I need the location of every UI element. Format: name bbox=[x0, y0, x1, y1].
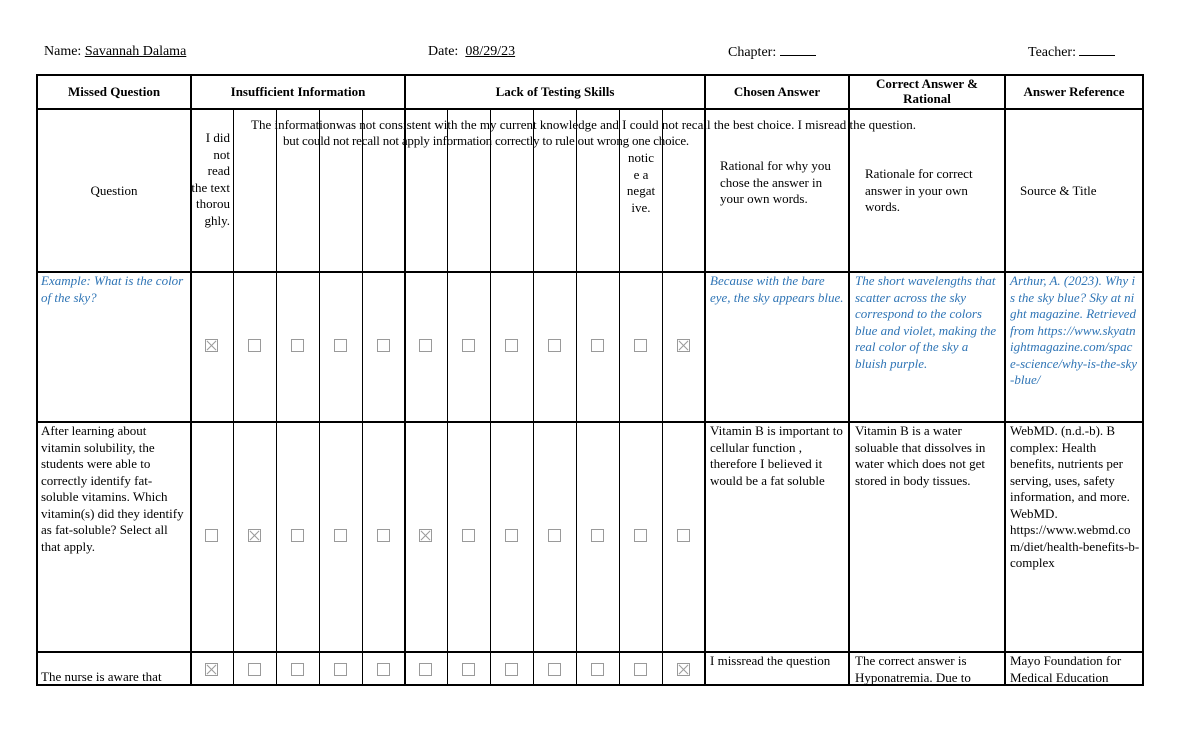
checkbox-unchecked[interactable] bbox=[548, 663, 561, 676]
chapter-blank[interactable] bbox=[780, 44, 816, 56]
teacher-blank[interactable] bbox=[1079, 44, 1115, 56]
checkbox-checked[interactable] bbox=[677, 339, 690, 352]
subheader-line: the text bbox=[191, 179, 230, 195]
row-vitamin-question: After learning about vitamin solubility, the students were able to correctly identify fat-soluble vitamins. Which vitamin(s) did they identify as fat-soluble? Select all that apply. bbox=[41, 423, 184, 554]
checkbox-checked[interactable] bbox=[205, 339, 218, 352]
checkbox-unchecked[interactable] bbox=[419, 663, 432, 676]
checkbox-unchecked[interactable] bbox=[634, 663, 647, 676]
subheader-line: e a bbox=[633, 166, 649, 182]
checkbox-unchecked[interactable] bbox=[291, 529, 304, 542]
subcol-divider bbox=[619, 109, 620, 686]
date-field bbox=[428, 44, 515, 60]
table-border-left bbox=[36, 74, 38, 686]
name-field bbox=[44, 44, 186, 60]
subheader-line: ive. bbox=[631, 199, 651, 215]
row-vitamin-correct: Vitamin B is a water soluable that dissolves in water which does not get stored in body tissues. bbox=[855, 423, 986, 488]
subheader-source-title: Source & Title bbox=[1020, 183, 1097, 198]
checkbox-unchecked[interactable] bbox=[462, 529, 475, 542]
col-divider bbox=[404, 74, 406, 686]
checkbox-unchecked[interactable] bbox=[548, 529, 561, 542]
subheader-line: negat bbox=[626, 183, 656, 198]
subheader-chosen-rationale: Rational for why you chose the answer in your own words. bbox=[720, 158, 831, 206]
subheader-line: notic bbox=[628, 150, 654, 165]
row-vitamin-reference: WebMD. (n.d.-b). B complex: Health benefits, nutrients per serving, uses, safety information, and more. WebMD. https://www.webmd.com/diet/health-benefits-b-complex bbox=[1010, 423, 1140, 570]
col-divider bbox=[704, 74, 706, 686]
checkbox-unchecked[interactable] bbox=[291, 663, 304, 676]
col-header-correct-answer bbox=[850, 76, 1004, 106]
checkbox-unchecked[interactable] bbox=[591, 663, 604, 676]
table-border-right bbox=[1142, 74, 1144, 686]
col-divider bbox=[848, 74, 850, 686]
teacher-label: Teacher: bbox=[1028, 45, 1076, 60]
subheader-line: not bbox=[213, 146, 230, 162]
row-nurse-question: The nurse is aware that bbox=[41, 669, 162, 684]
subheader-correct-rationale: Rationale for correct answer in your own words. bbox=[865, 166, 973, 214]
checkbox-unchecked[interactable] bbox=[248, 663, 261, 676]
checkbox-checked[interactable] bbox=[205, 663, 218, 676]
row-example-reference: Arthur, A. (2023). Why is the sky blue? Sky at night magazine. Retrieved from https://www.skyatnightmagazine.com/space-science/why-is-the-sky-blue/ bbox=[1010, 273, 1138, 387]
row-divider bbox=[36, 108, 1144, 110]
subcol-divider bbox=[533, 109, 534, 686]
name-label: Name: bbox=[44, 44, 82, 59]
col-header-chosen-answer: Chosen Answer bbox=[733, 84, 821, 99]
subheader-line: ghly. bbox=[204, 212, 230, 228]
subheader-line: read bbox=[207, 163, 230, 178]
checkbox-unchecked[interactable] bbox=[462, 339, 475, 352]
name-value[interactable]: Savannah Dalama bbox=[84, 44, 187, 59]
checkbox-unchecked[interactable] bbox=[334, 339, 347, 352]
subcol-divider bbox=[319, 109, 320, 686]
checkbox-unchecked[interactable] bbox=[462, 663, 475, 676]
col-header-missed-question: Missed Question bbox=[67, 84, 161, 99]
subcol-divider bbox=[662, 109, 663, 686]
checkbox-unchecked[interactable] bbox=[677, 529, 690, 542]
checkbox-unchecked[interactable] bbox=[634, 339, 647, 352]
teacher-field bbox=[1028, 44, 1115, 61]
row-example-correct: The short wavelengths that scatter across the sky correspond to the colors blue and violet, making the real color of the sky a bluish purple. bbox=[855, 273, 997, 371]
row-nurse-reference: Mayo Foundation for Medical Education bbox=[1010, 653, 1122, 685]
subcol-divider bbox=[276, 109, 277, 686]
checkbox-unchecked[interactable] bbox=[377, 663, 390, 676]
subcol-divider bbox=[233, 109, 234, 686]
checkbox-checked[interactable] bbox=[677, 663, 690, 676]
date-label: Date: bbox=[428, 44, 459, 59]
subheader-line: I did bbox=[205, 130, 230, 145]
subheader-did-not-read bbox=[186, 130, 230, 229]
checkbox-unchecked[interactable] bbox=[548, 339, 561, 352]
checkbox-unchecked[interactable] bbox=[334, 663, 347, 676]
subheader-line: thorou bbox=[196, 196, 230, 211]
col-header-correct-line1: Correct Answer & bbox=[875, 76, 979, 91]
checkbox-unchecked[interactable] bbox=[248, 339, 261, 352]
subcol-divider bbox=[447, 109, 448, 686]
subheader-overlapping-labels-line2: but could not recall not apply information correctly to rule out wrong one choice. bbox=[283, 133, 689, 148]
checkbox-unchecked[interactable] bbox=[634, 529, 647, 542]
chapter-label: Chapter: bbox=[728, 45, 777, 60]
subcol-divider bbox=[362, 109, 363, 686]
checkbox-unchecked[interactable] bbox=[419, 339, 432, 352]
row-example-chosen: Because with the bare eye, the sky appears blue. bbox=[710, 273, 844, 305]
col-divider bbox=[1004, 74, 1006, 686]
chapter-field bbox=[728, 44, 816, 61]
error-analysis-table bbox=[36, 74, 1144, 686]
col-header-correct-line2: Rational bbox=[903, 91, 951, 106]
subcol-divider bbox=[490, 109, 491, 686]
checkbox-unchecked[interactable] bbox=[291, 339, 304, 352]
row-nurse-chosen: I missread the question bbox=[710, 653, 831, 668]
checkbox-unchecked[interactable] bbox=[591, 339, 604, 352]
col-header-insufficient-information: Insufficient Information bbox=[230, 84, 366, 99]
checkbox-unchecked[interactable] bbox=[591, 529, 604, 542]
checkbox-checked[interactable] bbox=[419, 529, 432, 542]
checkbox-unchecked[interactable] bbox=[377, 529, 390, 542]
checkbox-unchecked[interactable] bbox=[334, 529, 347, 542]
checkbox-unchecked[interactable] bbox=[377, 339, 390, 352]
col-header-answer-reference: Answer Reference bbox=[1023, 84, 1125, 99]
checkbox-checked[interactable] bbox=[248, 529, 261, 542]
checkbox-unchecked[interactable] bbox=[205, 529, 218, 542]
row-vitamin-chosen: Vitamin B is important to cellular function , therefore I believed it would be a fat soluble bbox=[710, 423, 843, 488]
checkbox-unchecked[interactable] bbox=[505, 339, 518, 352]
row-nurse-correct: The correct answer is Hyponatremia. Due to bbox=[855, 653, 971, 685]
subheader-overlapping-labels-line1: The informationwas not consistent with the my current knowledge and I could not recall the best choice. I misread the question. bbox=[251, 117, 916, 132]
subcol-divider bbox=[576, 109, 577, 686]
checkbox-unchecked[interactable] bbox=[505, 663, 518, 676]
checkbox-unchecked[interactable] bbox=[505, 529, 518, 542]
subheader-question: Question bbox=[90, 183, 138, 198]
col-header-lack-of-testing-skills: Lack of Testing Skills bbox=[495, 84, 615, 99]
date-value[interactable]: 08/29/23 bbox=[465, 44, 516, 59]
row-example-question: Example: What is the color of the sky? bbox=[41, 273, 184, 305]
subheader-did-not-notice-negative bbox=[621, 150, 661, 216]
